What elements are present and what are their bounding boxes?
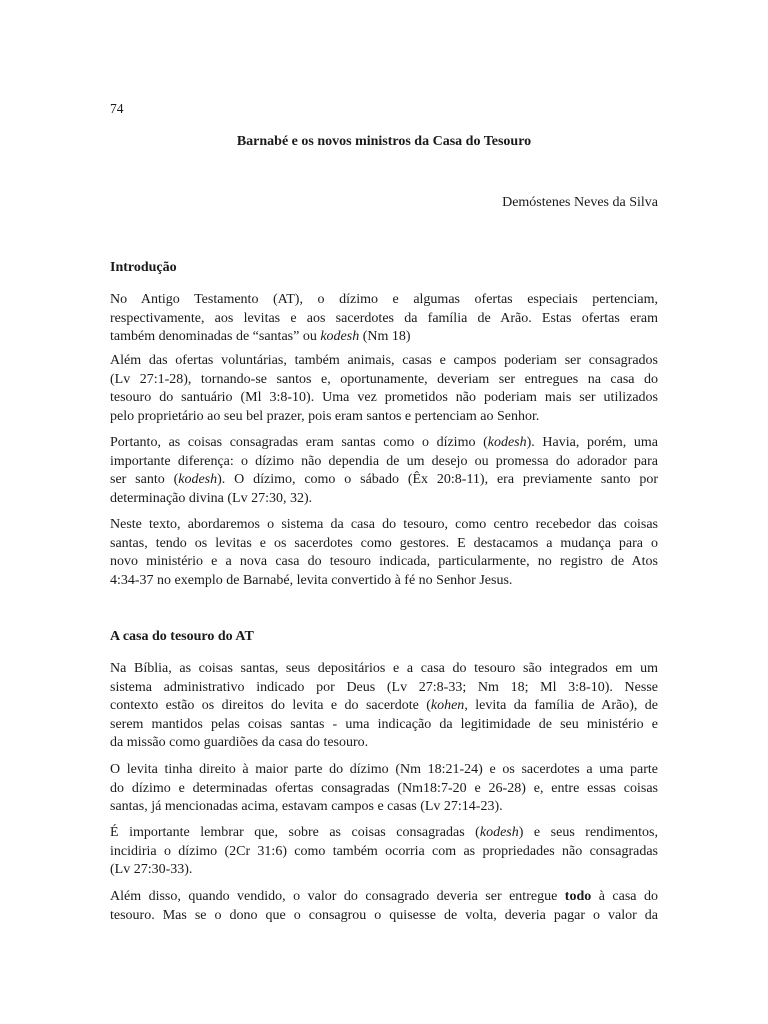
italic-term: kodesh — [178, 472, 218, 487]
article-title: Barnabé e os novos ministros da Casa do Tesouro — [236, 134, 532, 149]
italic-term: kohen — [430, 698, 465, 713]
paragraph — [110, 516, 658, 590]
text-line: respectivamente, aos levitas e aos sacerdotes da família de Arão. Estas ofertas eram — [110, 310, 658, 326]
text-line: contexto estão os direitos do levita e do sacerdote (kohen, levita da família de Arão), de — [110, 698, 658, 713]
paragraph — [110, 824, 658, 880]
section-heading-introducao: Introdução — [110, 260, 177, 275]
text-line: da missão como guardiões da casa do tesouro. — [110, 735, 369, 750]
italic-term: kodesh — [479, 825, 519, 840]
paragraph — [110, 291, 658, 347]
text-line: É importante lembrar que, sobre as coisas consagradas (kodesh) e seus rendimentos, — [110, 825, 658, 840]
text-line: santas, já mencionadas acima, estavam campos e casas (Lv 27:14-23). — [110, 799, 503, 814]
text-line: O levita tinha direito à maior parte do dízimo (Nm 18:21-24) e os sacerdotes a uma parte — [110, 762, 658, 777]
text-line: incidiria o dízimo (2Cr 31:6) como também ocorria com as propriedades não consagradas — [110, 843, 658, 859]
italic-term: kodesh — [320, 329, 360, 344]
page-number: 74 — [110, 101, 124, 116]
paragraph — [110, 352, 658, 426]
text-line: tesouro do santuário (Ml 3:8-10). Uma vez prometidos não poderiam mais ser utilizados — [110, 390, 658, 405]
text-line: (Lv 27:30-33). — [110, 862, 193, 877]
text-line: (Lv 27:1-28), tornando-se santos e, oportunamente, deveriam ser entregues na casa do — [110, 371, 658, 387]
italic-term: kodesh — [487, 435, 527, 450]
paragraph — [110, 434, 658, 508]
text-line: tesouro. Mas se o dono que o consagrou o quisesse de volta, deveria pagar o valor da — [110, 907, 658, 923]
text-line: santas, tendo os levitas e os sacerdotes como gestores. E destacamos a mudança para o — [110, 535, 658, 551]
text-line: Na Bíblia, as coisas santas, seus depositários e a casa do tesouro são integrados em um — [110, 661, 658, 676]
text-line: No Antigo Testamento (AT), o dízimo e algumas ofertas especiais pertenciam, — [110, 292, 658, 307]
paragraph — [110, 761, 658, 817]
text-line: determinação divina (Lv 27:30, 32). — [110, 490, 313, 506]
text-line: do dízimo e determinadas ofertas consagradas (Nm18:7-20 e 26-28) e, entre essas coisas — [110, 780, 658, 796]
text-line: Além disso, quando vendido, o valor do consagrado deveria ser entregue todo à casa do — [110, 889, 658, 904]
text-line: Além das ofertas voluntárias, também animais, casas e campos poderiam ser consagrados — [110, 353, 658, 368]
bold-term: todo — [564, 889, 592, 904]
paragraph — [110, 888, 658, 925]
text-line: ser santo (kodesh). O dízimo, como o sábado (Êx 20:8-11), era previamente santo por — [110, 472, 658, 487]
text-line: 4:34-37 no exemplo de Barnabé, levita convertido à fé no Senhor Jesus. — [110, 572, 513, 588]
paragraph — [110, 660, 658, 753]
section-heading-casa-do-tesouro: A casa do tesouro do AT — [110, 629, 254, 644]
text-line: pelo proprietário ao seu bel prazer, pois eram santos e pertenciam ao Senhor. — [110, 408, 540, 424]
text-line: sistema administrativo indicado por Deus (Lv 27:8-33; Nm 18; Ml 3:8-10). Nesse — [110, 679, 658, 695]
text-line: Neste texto, abordaremos o sistema da casa do tesouro, como centro recebedor das coisas — [110, 517, 658, 532]
text-line: serem mantidos pelas coisas santas - uma indicação da legitimidade de seu ministério e — [110, 716, 658, 732]
text-line: novo ministério e a nova casa do tesouro indicada, particularmente, no registro de Atos — [110, 554, 658, 569]
author-name: Demóstenes Neves da Silva — [502, 195, 658, 210]
text-line: Portanto, as coisas consagradas eram santas como o dízimo (kodesh). Havia, porém, uma — [110, 435, 658, 450]
text-line: importante diferença: o dízimo não dependia de um desejo ou promessa do adorador para — [110, 453, 658, 469]
document-page — [110, 0, 658, 1024]
text-line: também denominadas de “santas” ou kodesh (Nm 18) — [110, 329, 411, 344]
